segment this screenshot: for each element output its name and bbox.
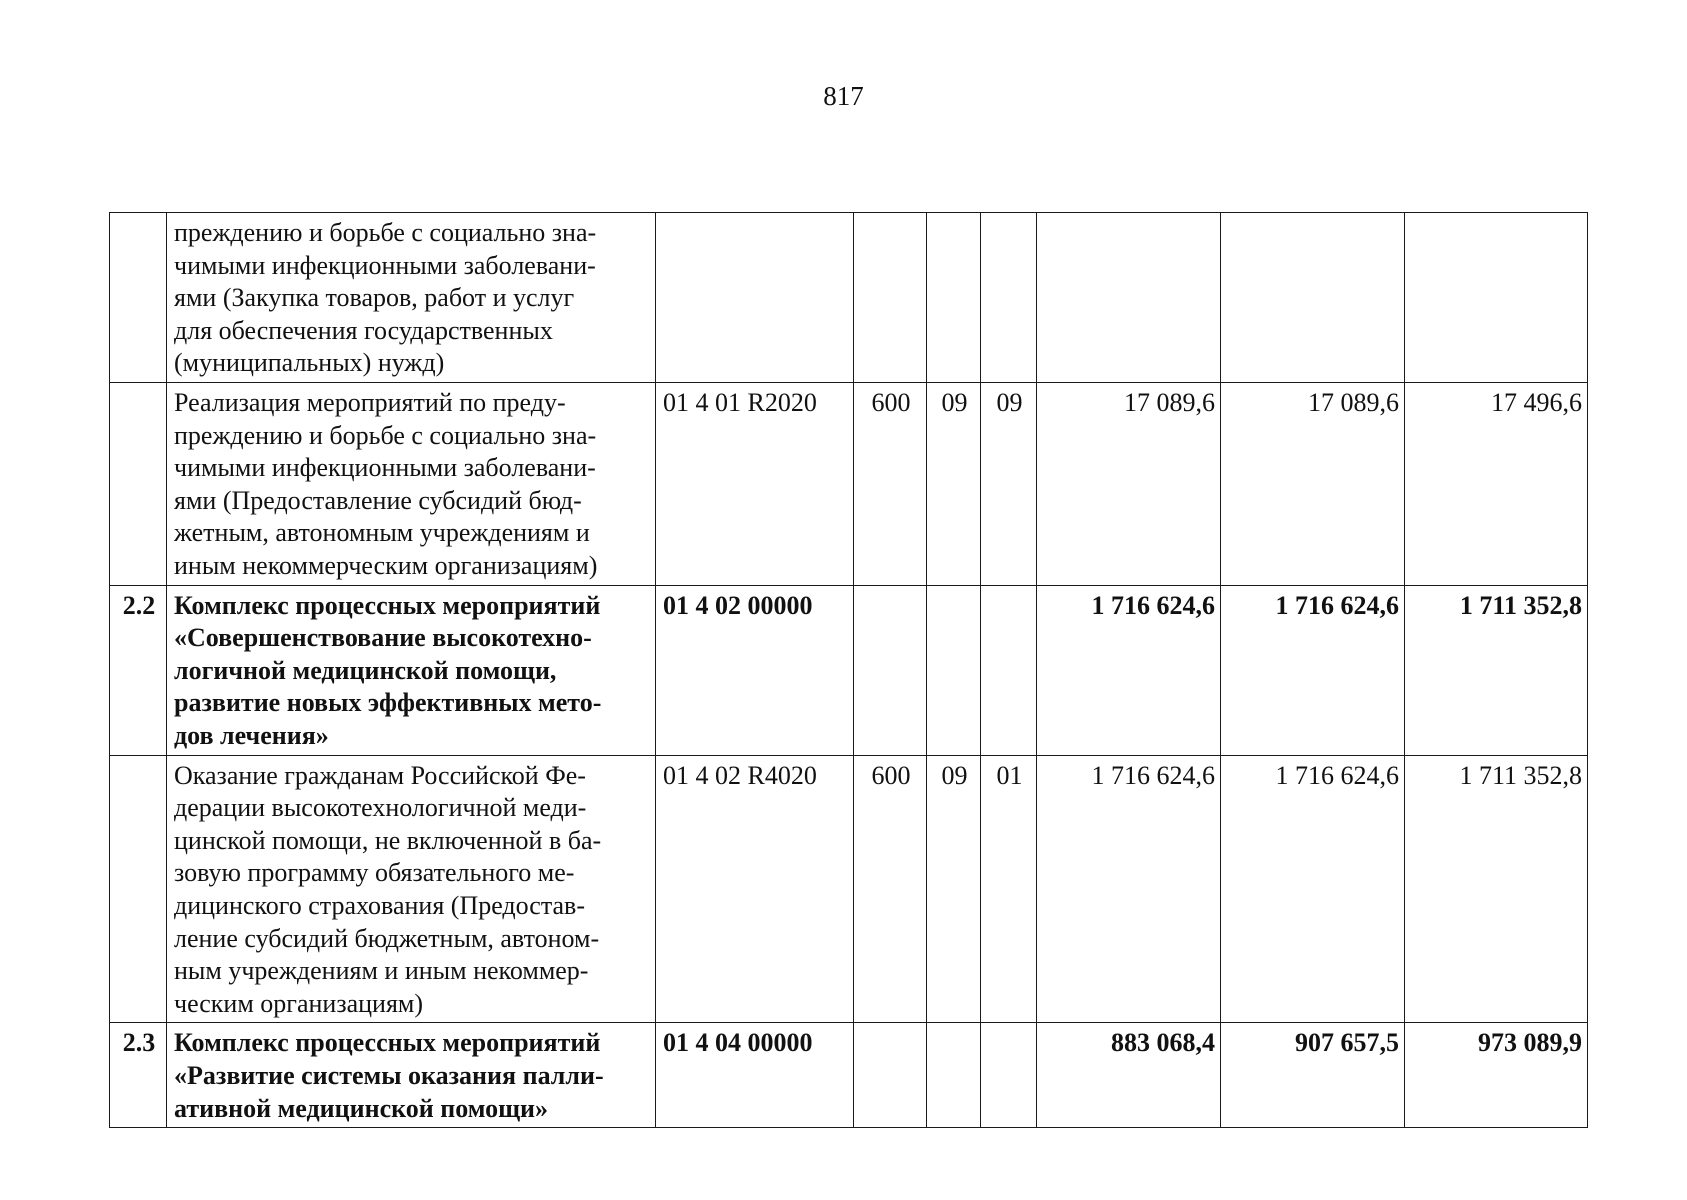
table-row (110, 213, 1588, 383)
section-code: 09 (927, 383, 981, 586)
section-code (927, 213, 981, 383)
amount-year-1: 17 089,6 (1037, 383, 1221, 586)
row-description (167, 1023, 656, 1128)
description-line: логичной медицинской помощи, (174, 655, 557, 685)
expense-type (854, 585, 927, 755)
expense-type: 600 (854, 383, 927, 586)
description-line: преждению и борьбе с социально зна- (174, 218, 597, 247)
amount-year-2: 1 716 624,6 (1221, 755, 1405, 1023)
amount-year-2: 17 089,6 (1221, 383, 1405, 586)
row-number (110, 213, 167, 383)
amount-year-3: 1 711 352,8 (1405, 755, 1588, 1023)
budget-table (109, 212, 1588, 1128)
subsection-code (981, 213, 1037, 383)
amount-year-3: 17 496,6 (1405, 383, 1588, 586)
description-line: зовую программу обязательного ме- (174, 858, 575, 888)
description-line: ческим организациям) (174, 988, 424, 1018)
amount-year-2: 907 657,5 (1221, 1023, 1405, 1128)
row-description (167, 213, 656, 383)
description-line: ление субсидий бюджетным, автоном- (174, 923, 600, 953)
row-description (167, 585, 656, 755)
table-row (110, 383, 1588, 586)
row-number (110, 755, 167, 1023)
table-row (110, 585, 1588, 755)
section-code: 09 (927, 755, 981, 1023)
subsection-code: 09 (981, 383, 1037, 586)
description-line: дов лечения» (174, 720, 329, 750)
description-line: ями (Предоставление субсидий бюд- (174, 485, 582, 515)
expense-type (854, 1023, 927, 1128)
row-number (110, 383, 167, 586)
description-line: чимыми инфекционными заболевани- (174, 453, 596, 483)
subsection-code: 01 (981, 755, 1037, 1023)
subsection-code (981, 585, 1037, 755)
amount-year-2 (1221, 213, 1405, 383)
description-line: Комплекс процессных мероприятий (174, 1028, 601, 1058)
amount-year-1: 1 716 624,6 (1037, 755, 1221, 1023)
target-code: 01 4 01 R2020 (656, 383, 854, 586)
target-code: 01 4 02 R4020 (656, 755, 854, 1023)
table-row (110, 1023, 1588, 1128)
row-number: 2.2 (110, 585, 167, 755)
target-code: 01 4 02 00000 (656, 585, 854, 755)
description-line: преждению и борьбе с социально зна- (174, 420, 597, 450)
expense-type (854, 213, 927, 383)
page-number: 817 (823, 81, 864, 111)
description-line: чимыми инфекционными заболевани- (174, 250, 596, 280)
description-line: цинской помощи, не включенной в ба- (174, 825, 602, 855)
expense-type: 600 (854, 755, 927, 1023)
row-number: 2.3 (110, 1023, 167, 1128)
amount-year-1: 1 716 624,6 (1037, 585, 1221, 755)
description-line: дерации высокотехнологичной меди- (174, 793, 587, 823)
amount-year-1 (1037, 213, 1221, 383)
description-line: (муниципальных) нужд) (174, 348, 445, 378)
description-line: ативной медицинской помощи» (174, 1093, 549, 1123)
amount-year-3: 973 089,9 (1405, 1023, 1588, 1128)
description-line: «Совершенствование высокотехно- (174, 623, 592, 653)
amount-year-3 (1405, 213, 1588, 383)
amount-year-2: 1 716 624,6 (1221, 585, 1405, 755)
amount-year-1: 883 068,4 (1037, 1023, 1221, 1128)
subsection-code (981, 1023, 1037, 1128)
description-line: дицинского страхования (Предостав- (174, 890, 585, 920)
description-line: жетным, автономным учреждениям и (174, 518, 590, 548)
target-code (656, 213, 854, 383)
description-line: ями (Закупка товаров, работ и услуг (174, 283, 575, 313)
description-line: для обеспечения государственных (174, 315, 553, 345)
description-line: Оказание гражданам Российской Фе- (174, 760, 586, 790)
row-description (167, 383, 656, 586)
row-description (167, 755, 656, 1023)
section-code (927, 585, 981, 755)
target-code: 01 4 04 00000 (656, 1023, 854, 1128)
description-line: иным некоммерческим организациям) (174, 550, 598, 580)
description-line: развитие новых эффективных мето- (174, 688, 602, 718)
table-row (110, 755, 1588, 1023)
description-line: Реализация мероприятий по преду- (174, 388, 566, 417)
section-code (927, 1023, 981, 1128)
description-line: ным учреждениям и иным некоммер- (174, 956, 589, 986)
description-line: Комплекс процессных мероприятий (174, 590, 601, 620)
description-line: «Развитие системы оказания палли- (174, 1060, 604, 1090)
amount-year-3: 1 711 352,8 (1405, 585, 1588, 755)
